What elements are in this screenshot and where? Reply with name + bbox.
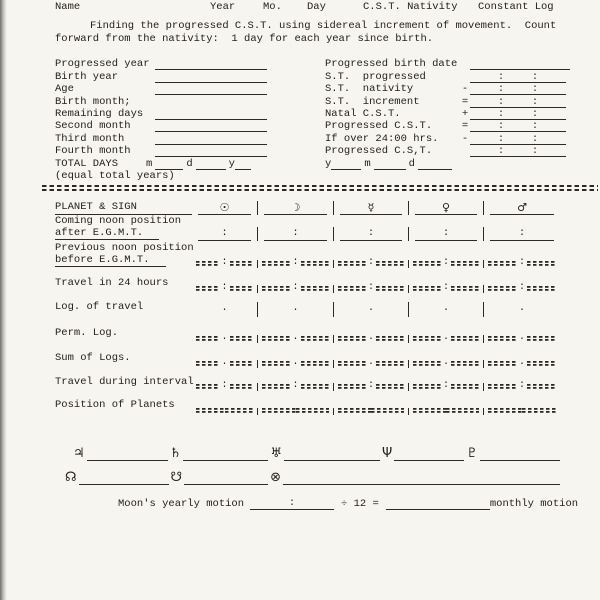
m-label: m bbox=[364, 157, 371, 170]
blank-line bbox=[87, 450, 168, 461]
blank-line bbox=[394, 450, 464, 461]
table-cell-dashes: . bbox=[488, 360, 556, 366]
outer-planets-row bbox=[55, 446, 560, 461]
field-row bbox=[55, 70, 267, 82]
table-cell-dashes: . bbox=[413, 360, 479, 366]
table-cell-dashes: . bbox=[413, 335, 479, 341]
north-node-symbol: ☊ bbox=[65, 470, 77, 485]
table-cell-line: : bbox=[340, 227, 402, 241]
right-fields bbox=[325, 58, 570, 170]
time-blank-line: : : bbox=[470, 134, 566, 145]
field-row bbox=[325, 108, 570, 120]
blank-line bbox=[284, 450, 380, 461]
m-label: m bbox=[146, 157, 153, 170]
row-label: Position of Planets bbox=[55, 399, 175, 411]
moon-motion-row bbox=[118, 497, 578, 510]
constant-log-label: Constant Log bbox=[478, 1, 554, 13]
field-row bbox=[325, 70, 570, 82]
blank-line bbox=[374, 160, 406, 170]
day-label: Day bbox=[307, 1, 326, 13]
row-label: Travel in 24 hours bbox=[55, 277, 169, 289]
blank-line bbox=[79, 474, 169, 485]
field-label: Progressed birth date bbox=[325, 58, 458, 71]
total-days-label: TOTAL DAYS bbox=[55, 157, 119, 170]
table-cell-dashes bbox=[338, 408, 404, 413]
total-days-row bbox=[55, 157, 267, 169]
time-blank-line: : : bbox=[470, 97, 566, 108]
operator: = bbox=[461, 120, 469, 133]
sun-symbol: ☉ bbox=[198, 201, 251, 215]
table-cell-decimal: . bbox=[221, 302, 228, 314]
table-cell-line: : bbox=[264, 227, 327, 241]
operator: = bbox=[461, 95, 469, 108]
blank-line bbox=[155, 147, 267, 157]
blank-line bbox=[155, 60, 267, 70]
y-label: y bbox=[228, 157, 235, 170]
pluto-symbol: ♇ bbox=[466, 446, 478, 461]
table-cell-dashes: . bbox=[262, 360, 329, 366]
total-days-note: (equal total years) bbox=[55, 169, 175, 182]
operator: - bbox=[461, 83, 469, 96]
blank-line bbox=[183, 450, 268, 461]
table-row bbox=[55, 391, 560, 415]
ymd-row bbox=[325, 157, 570, 169]
table-row bbox=[55, 293, 560, 317]
table-cell-dashes: : bbox=[262, 285, 329, 291]
field-row bbox=[325, 95, 570, 107]
table-header-row bbox=[55, 196, 560, 215]
field-label: Birth year bbox=[55, 70, 119, 83]
field-label: Third month bbox=[55, 132, 125, 145]
table-cell-dashes bbox=[413, 408, 479, 413]
table-cell-dashes bbox=[262, 408, 329, 413]
blank-line bbox=[155, 110, 267, 120]
scan-edge bbox=[0, 0, 7, 600]
moon-yearly-motion-label: Moon's yearly motion bbox=[118, 498, 245, 510]
table-row bbox=[55, 215, 560, 241]
row-label: Sum of Logs. bbox=[55, 352, 131, 364]
table-row bbox=[55, 368, 560, 391]
table-cell-dashes: : bbox=[413, 285, 479, 291]
field-label: Remaining days bbox=[55, 107, 144, 120]
nodes-row bbox=[55, 470, 560, 485]
table-cell-decimal: . bbox=[367, 302, 375, 314]
row-label: Previous noon position before E.G.M.T. bbox=[55, 242, 194, 266]
dashed-separator bbox=[42, 185, 598, 191]
row-label: Coming noon position after E.G.M.T. bbox=[55, 215, 182, 239]
month-label: Mo. bbox=[263, 1, 282, 13]
field-label: Progressed year bbox=[55, 58, 150, 71]
field-row bbox=[325, 120, 570, 132]
year-label: Year bbox=[210, 1, 236, 13]
field-row bbox=[55, 132, 267, 144]
field-label: If over 24:00 hrs. bbox=[325, 132, 439, 145]
planet-table bbox=[55, 196, 560, 415]
mercury-symbol: ☿ bbox=[340, 201, 402, 215]
jupiter-symbol: ♃ bbox=[73, 446, 85, 461]
moon-symbol: ☽ bbox=[264, 201, 327, 215]
field-row bbox=[55, 58, 267, 70]
blank-line bbox=[470, 59, 570, 70]
field-row bbox=[325, 132, 570, 144]
time-blank-line: : : bbox=[470, 84, 566, 95]
field-row bbox=[325, 145, 570, 157]
table-cell-dashes: . bbox=[488, 335, 556, 341]
field-row bbox=[55, 120, 267, 132]
blank-line bbox=[386, 498, 490, 510]
field-row bbox=[55, 83, 267, 95]
d-label: d bbox=[186, 157, 193, 170]
table-row bbox=[55, 268, 560, 293]
table-cell-dashes: : bbox=[338, 285, 404, 291]
blank-line bbox=[155, 122, 267, 132]
field-row bbox=[55, 95, 267, 107]
table-cell-dashes: : bbox=[196, 260, 253, 266]
time-blank-line: : : bbox=[470, 121, 566, 132]
instructions-line2: forward from the nativity: 1 day for each year since birth. bbox=[55, 32, 434, 45]
blank-line bbox=[155, 135, 267, 145]
table-cell-line: : bbox=[198, 227, 251, 241]
table-row bbox=[55, 317, 560, 343]
cst-nativity-label: C.S.T. Nativity bbox=[363, 1, 458, 13]
saturn-symbol: ♄ bbox=[169, 446, 182, 461]
blank-line bbox=[155, 160, 183, 170]
blank-line bbox=[155, 73, 267, 83]
time-blank-line: : : bbox=[470, 72, 566, 83]
name-label: Name bbox=[55, 1, 81, 13]
table-cell-dashes: : bbox=[488, 260, 556, 266]
table-cell-dashes: : bbox=[413, 383, 479, 389]
table-row bbox=[55, 241, 560, 268]
field-row bbox=[325, 83, 570, 95]
table-cell-dashes: . bbox=[338, 335, 404, 341]
operator: - bbox=[461, 132, 469, 145]
table-cell-dashes: : bbox=[338, 383, 404, 389]
table-row bbox=[55, 343, 560, 368]
row-label: Log. of travel bbox=[55, 301, 144, 313]
time-blank-line: : bbox=[250, 498, 334, 510]
time-blank-line: : : bbox=[470, 146, 566, 157]
table-cell-line: : bbox=[490, 227, 554, 241]
instructions-line1: Finding the progressed C.S.T. using sidereal increment of movement. Count bbox=[90, 20, 557, 32]
table-cell-dashes: . bbox=[196, 360, 253, 366]
blank-line bbox=[331, 160, 361, 170]
table-cell-dashes bbox=[488, 408, 556, 413]
table-cell-dashes: . bbox=[338, 360, 404, 366]
field-label: Progressed C.S.T. bbox=[325, 120, 433, 133]
instructions-paragraph bbox=[55, 20, 565, 45]
table-cell-dashes: : bbox=[488, 383, 556, 389]
table-cell-dashes: . bbox=[262, 335, 329, 341]
planet-sign-header: PLANET & SIGN bbox=[55, 201, 192, 215]
field-label: Age bbox=[55, 83, 74, 96]
time-blank-line: : : bbox=[470, 109, 566, 120]
blank-line bbox=[480, 450, 560, 461]
uranus-symbol: ♅ bbox=[270, 446, 282, 461]
table-cell-line: : bbox=[415, 227, 477, 241]
table-cell-decimal: . bbox=[518, 302, 526, 314]
row-label: Travel during interval bbox=[55, 376, 194, 388]
field-label: Natal C.S.T. bbox=[325, 107, 401, 120]
field-label: Fourth month bbox=[55, 145, 131, 158]
neptune-symbol: Ψ bbox=[381, 446, 393, 461]
d-label: d bbox=[408, 157, 415, 170]
field-label: Birth month; bbox=[55, 95, 131, 108]
table-cell-dashes: : bbox=[262, 383, 329, 389]
table-cell-dashes: : bbox=[488, 285, 556, 291]
field-label: S.T. progressed bbox=[325, 70, 426, 83]
table-cell-dashes bbox=[196, 408, 253, 413]
field-row bbox=[55, 145, 267, 157]
table-cell-dashes: : bbox=[338, 260, 404, 266]
field-label: Second month bbox=[55, 120, 131, 133]
field-row bbox=[55, 108, 267, 120]
field-label: S.T. nativity bbox=[325, 83, 414, 96]
table-cell-decimal: . bbox=[292, 302, 299, 314]
blank-line bbox=[235, 160, 251, 170]
monthly-motion-label: monthly motion bbox=[489, 498, 579, 510]
left-fields bbox=[55, 58, 267, 182]
blank-line bbox=[155, 85, 267, 95]
mars-symbol: ♂ bbox=[490, 201, 554, 215]
y-label: y bbox=[325, 157, 332, 170]
blank-line bbox=[283, 474, 560, 485]
venus-symbol: ♀ bbox=[415, 201, 477, 215]
table-cell-decimal: . bbox=[442, 302, 450, 314]
table-cell-dashes: : bbox=[262, 260, 329, 266]
table-cell-dashes: : bbox=[413, 260, 479, 266]
field-row bbox=[325, 58, 570, 70]
field-label: Progressed C.S,T. bbox=[325, 145, 433, 158]
blank-line bbox=[418, 160, 452, 170]
field-label: S.T. increment bbox=[325, 95, 420, 108]
blank-line bbox=[184, 474, 268, 485]
part-of-fortune-symbol: ⊗ bbox=[270, 470, 281, 485]
south-node-symbol: ☋ bbox=[170, 470, 183, 485]
row-label: Perm. Log. bbox=[55, 327, 119, 339]
operator: + bbox=[461, 107, 469, 120]
table-cell-dashes: : bbox=[196, 285, 253, 291]
table-cell-dashes: : bbox=[196, 383, 253, 389]
divide-by-12-label: ÷ 12 = bbox=[341, 498, 379, 510]
blank-line bbox=[196, 160, 226, 170]
table-cell-dashes: . bbox=[196, 335, 253, 341]
